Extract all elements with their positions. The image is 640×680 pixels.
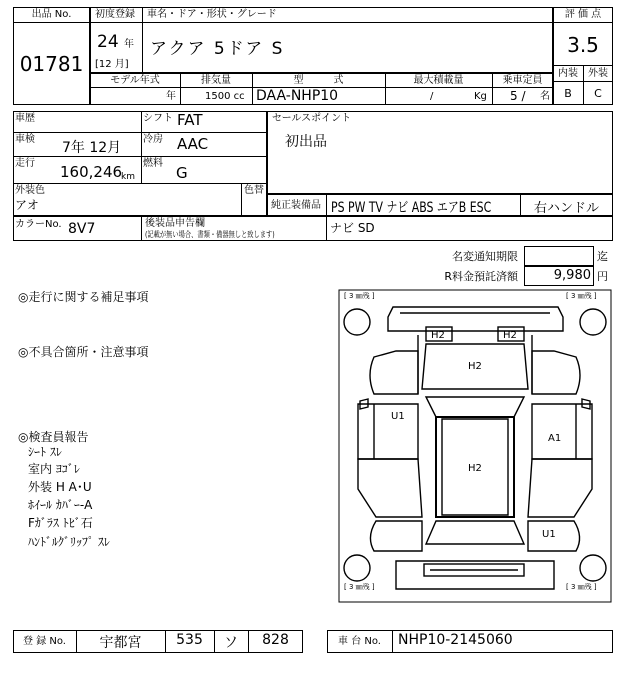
first-reg-label: 初度登録	[95, 9, 135, 20]
exterior-label: 外装	[588, 68, 608, 79]
damage-mark: H2	[468, 463, 482, 474]
damage-mark: H2	[503, 330, 517, 341]
tire-icon	[580, 309, 606, 335]
reg-class: 535	[176, 632, 203, 648]
details-box	[13, 111, 267, 216]
shift: FAT	[177, 111, 203, 129]
first-reg-year: 24	[97, 32, 119, 52]
reg-kana: ソ	[224, 635, 238, 651]
interior-grade: B	[564, 87, 572, 100]
color-change-label: 色替	[244, 185, 264, 196]
sales-point-label: セールスポイント	[272, 113, 352, 124]
damage-mark: H2	[468, 361, 482, 372]
tire-icon	[344, 309, 370, 335]
exterior-grade: C	[594, 87, 602, 100]
year-unit: 年	[124, 39, 134, 50]
sales-point: 初出品	[285, 134, 327, 150]
lot-no: 01781	[19, 52, 84, 76]
type-label: 型 式	[293, 75, 344, 86]
capacity: 5 /	[510, 89, 526, 103]
tire-depth-tr: [ 3 ㎜残 ]	[566, 292, 597, 300]
score: 3.5	[567, 33, 599, 57]
recycle: 9,980	[553, 268, 591, 283]
mileage-unit: km	[121, 172, 135, 182]
aftermarket-note	[145, 230, 311, 239]
displacement-label: 排気量	[201, 75, 231, 86]
car-name-label: 車名・ドア・形状・グレード	[147, 9, 277, 20]
aftermarket-box	[13, 216, 613, 241]
model-year-label: モデル年式	[110, 75, 160, 86]
tire-icon	[580, 555, 606, 581]
reg-number: 828	[262, 632, 289, 648]
remark-line: 外装 H A･U	[28, 480, 92, 494]
aircon: AAC	[177, 135, 209, 153]
aircon-label: 冷房	[143, 134, 163, 145]
inspection-label: 車検	[15, 134, 35, 145]
defects-title: ◎不具合箇所・注意事項	[18, 345, 149, 359]
type: DAA-NHP10	[256, 88, 339, 104]
name-change-label: 名変通知期限	[452, 250, 518, 263]
tire-depth-br: [ 3 ㎜残 ]	[566, 583, 597, 591]
damage-mark: H2	[431, 330, 445, 341]
remark-line: ﾎｲｰﾙ ｶﾊﾞｰ-A	[28, 498, 93, 512]
capacity-label: 乗車定員	[502, 75, 543, 86]
score-label: 評 価 点	[564, 9, 602, 20]
exterior-color-label: 外装色	[15, 185, 45, 196]
genuine-label: 純正装備品	[271, 200, 321, 211]
inspector-title: ◎検査員報告	[18, 430, 89, 444]
tire-icon	[344, 555, 370, 581]
interior-label: 内装	[558, 68, 578, 79]
kg-unit: Kg	[474, 91, 487, 102]
aftermarket: ナビ SD	[330, 221, 375, 235]
car-name: アクア 5ドア S	[150, 39, 285, 59]
remark-line: ｼｰﾄ ｽﾚ	[28, 445, 62, 459]
first-reg-month: [12 月]	[95, 59, 129, 70]
reg-no-label: 登 録 No.	[23, 636, 66, 647]
name-change-box	[524, 246, 594, 266]
remark-line: 室内 ﾖｺﾞﾚ	[28, 462, 80, 476]
genuine	[331, 197, 536, 217]
mileage: 160,246	[60, 163, 123, 181]
fuel-label: 燃料	[143, 158, 163, 169]
history-label: 車歴	[15, 113, 35, 124]
inspection: 7年 12月	[62, 140, 122, 156]
tire-depth-bl: [ 3 ㎜残 ]	[344, 583, 375, 591]
damage-mark: A1	[548, 433, 562, 444]
lot-no-label: 出品 No.	[31, 9, 72, 20]
chassis: NHP10-2145060	[398, 632, 513, 648]
car-diagram	[338, 289, 612, 603]
genuine-text: PS PW TV ナビ ABS エアB ESC	[331, 200, 492, 216]
model-year-unit: 年	[166, 91, 176, 102]
max-load: /	[430, 91, 434, 102]
driving-title: ◎走行に関する補足事項	[18, 290, 149, 304]
damage-mark: U1	[391, 411, 405, 422]
steering: 右ハンドル	[533, 201, 599, 216]
mileage-label: 走行	[15, 158, 35, 169]
tire-depth-tl: [ 3 ㎜残 ]	[344, 292, 375, 300]
chassis-label: 車 台 No.	[338, 636, 381, 647]
aftermarket-note-text: (記載が無い場合、書類・備器無しと致します)	[145, 230, 275, 239]
aftermarket-label: 後装品申告欄	[145, 218, 205, 229]
capacity-unit: 名	[540, 91, 550, 102]
color-no-label: カラーNo.	[15, 219, 62, 230]
remark-line: ﾊﾝﾄﾞﾙｸﾞﾘｯﾌﾟ ｽﾚ	[28, 535, 110, 549]
damage-mark: U1	[542, 529, 556, 540]
remark-line: Fｶﾞﾗｽ ﾄﾋﾞ石	[28, 516, 93, 530]
shift-label: シフト	[143, 113, 173, 124]
displacement: 1500 cc	[205, 91, 245, 102]
fuel: G	[176, 164, 188, 182]
name-change-unit: 迄	[597, 250, 608, 263]
exterior-color: アオ	[15, 198, 39, 212]
color-no: 8V7	[68, 221, 96, 237]
reg-city: 宇都宮	[99, 635, 142, 651]
recycle-unit: 円	[597, 270, 608, 283]
max-load-label: 最大積載量	[413, 75, 464, 86]
recycle-label: R料金預託済額	[444, 270, 518, 283]
